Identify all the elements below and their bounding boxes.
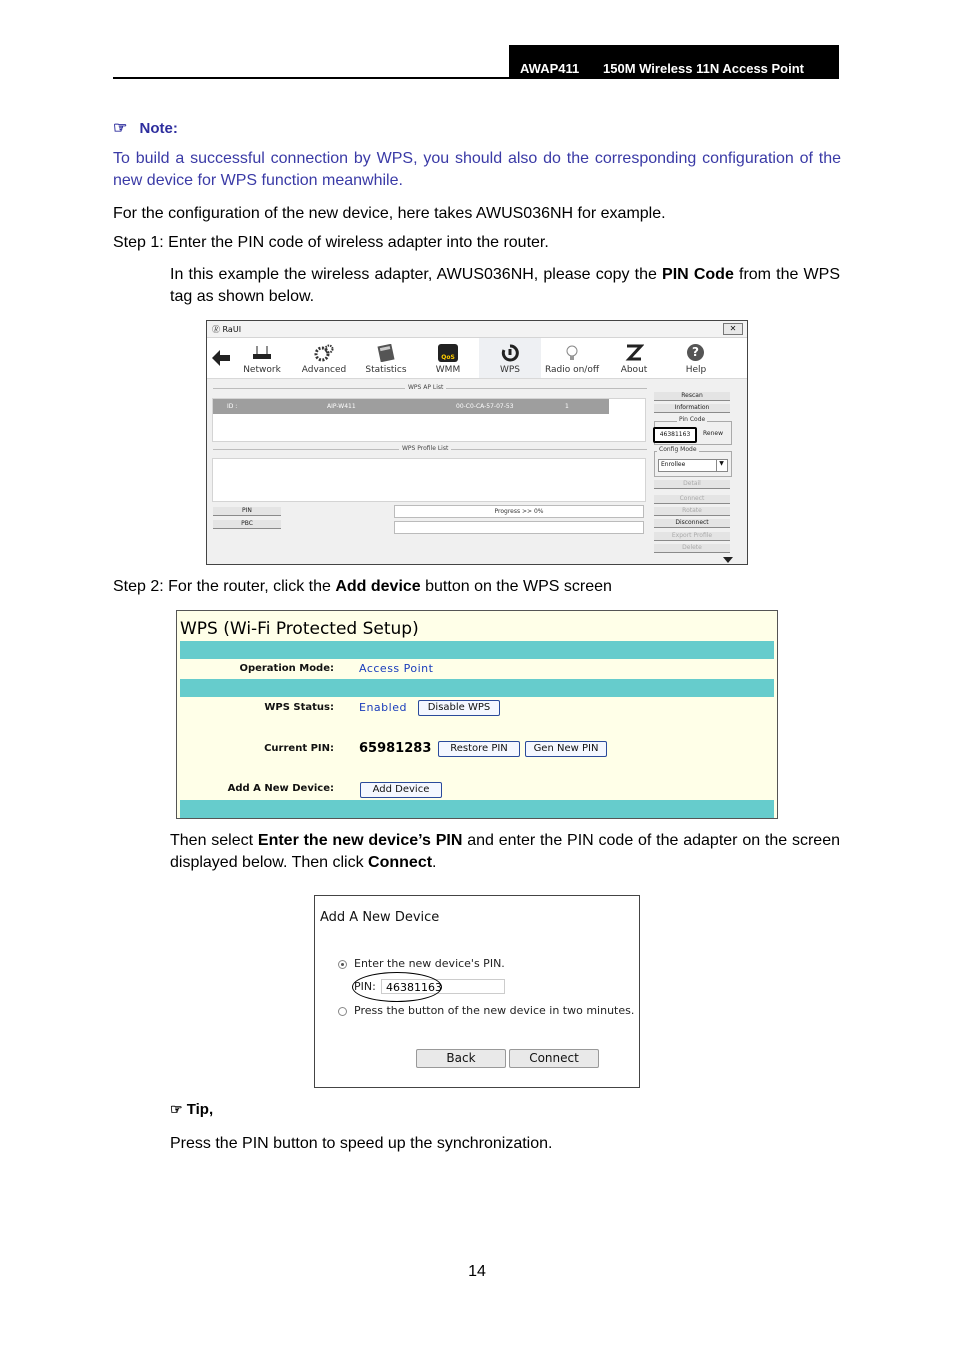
config-mode-label: Config Mode [659, 446, 697, 453]
ap-row-id: ID : [227, 403, 238, 410]
pin-label: PIN: [354, 980, 376, 993]
information-button[interactable]: Information [654, 404, 730, 413]
calculator-icon [376, 344, 396, 362]
teal-band [180, 679, 774, 697]
toolbar-about-label: About [620, 365, 648, 375]
z-logo-icon [624, 344, 644, 362]
highlight-circle [352, 972, 442, 1002]
step1-detail-bold: PIN Code [662, 266, 734, 283]
export-profile-button[interactable]: Export Profile [654, 532, 730, 541]
ap-row[interactable] [213, 399, 609, 414]
raui-title: 🄬 RaUI [212, 325, 242, 334]
page-number: 14 [468, 1263, 486, 1280]
header-product: 150M Wireless 11N Access Point [603, 61, 805, 76]
disconnect-button[interactable]: Disconnect [654, 519, 730, 528]
step2-bold: Add device [335, 578, 421, 595]
tip-text: Press the PIN button to speed up the synchronization. [170, 1135, 553, 1152]
current-pin-label: Current PIN: [264, 743, 334, 754]
toolbar-advanced-label: Advanced [301, 365, 347, 375]
radio-enter-pin[interactable] [338, 960, 347, 969]
raui-body [207, 379, 747, 564]
toolbar-wps-label: WPS [499, 365, 521, 375]
wps-status-label: WPS Status: [264, 702, 334, 713]
connect-button-raui[interactable]: Connect [654, 495, 730, 504]
intro-text: For the configuration of the new device, here takes AWUS036NH for example. [113, 205, 666, 222]
scroll-down-icon[interactable] [723, 557, 733, 563]
wps-status-value: Enabled [359, 701, 407, 714]
toolbar-wmm[interactable] [417, 338, 479, 378]
connect-button[interactable]: Connect [509, 1049, 599, 1068]
wps-icon [500, 344, 520, 362]
press-button-option: Press the button of the new device in two minutes. [354, 1004, 635, 1017]
wmm-badge: QoS [441, 354, 455, 361]
step2-pre: Step 2: For the router, click the [113, 578, 336, 595]
pin-button[interactable]: PIN [213, 507, 281, 516]
toolbar-network-label: Network [243, 365, 281, 375]
header-rule [113, 77, 839, 79]
ap-list-label: WPS AP List [405, 384, 446, 391]
pin-code-label: Pin Code [679, 416, 706, 423]
raui-toolbar [207, 338, 747, 379]
raui-title-text: RaUI [222, 325, 242, 334]
add-device-title: Add A New Device [320, 910, 440, 925]
pointing-hand-icon: ☞ [113, 120, 128, 137]
toolbar-advanced[interactable] [293, 338, 355, 378]
detail-button[interactable]: Detail [654, 480, 730, 489]
then-text [170, 830, 840, 874]
delete-button[interactable]: Delete [654, 544, 730, 553]
rotate-button[interactable]: Rotate [654, 507, 730, 516]
raui-titlebar [207, 321, 747, 338]
pbc-button[interactable]: PBC [213, 520, 281, 529]
close-icon[interactable]: ✕ [723, 323, 743, 335]
toolbar-wmm-label: WMM [435, 365, 461, 375]
toolbar-about[interactable] [603, 338, 665, 378]
then-end: . [432, 854, 437, 871]
ap-row-ssid: AIP-W411 [327, 403, 356, 410]
tip-title: Tip, [186, 1101, 214, 1118]
restore-pin-button[interactable]: Restore PIN [438, 741, 520, 757]
pin-input[interactable]: 46381163 [381, 979, 505, 994]
note-heading [113, 118, 178, 138]
chevron-down-icon: ▼ [716, 460, 726, 471]
pin-code-value: 46381163 [653, 427, 697, 443]
pointing-hand-icon: ☞ [170, 1101, 183, 1117]
toolbar-statistics[interactable] [355, 338, 417, 378]
teal-band [180, 800, 774, 818]
progress-bar-2 [394, 521, 644, 534]
step1-detail [170, 264, 840, 308]
add-new-device-label: Add A New Device: [227, 783, 334, 794]
step1-detail-pre: In this example the wireless adapter, AWUS036NH, please copy the [170, 266, 663, 283]
back-arrow-icon[interactable] [209, 338, 233, 378]
add-device-button[interactable]: Add Device [360, 782, 442, 798]
operation-mode-label: Operation Mode: [239, 663, 334, 674]
header-bar [509, 45, 839, 79]
ap-list[interactable] [212, 398, 646, 442]
toolbar-network[interactable] [231, 338, 293, 378]
teal-band [180, 641, 774, 659]
step2-text [113, 576, 612, 598]
lightbulb-icon [562, 344, 582, 362]
ap-row-count: 1 [565, 403, 569, 410]
disable-wps-button[interactable]: Disable WPS [418, 700, 500, 716]
then-mid: and enter the PIN code of the adapter on the screen displayed below. Then click [170, 832, 841, 871]
renew-button[interactable]: Renew [703, 430, 723, 437]
ap-row-mac: 00-C0-CA-57-07-53 [456, 403, 514, 410]
raui-window [206, 320, 748, 565]
header-model: AWAP411 [520, 61, 580, 76]
wps-title: WPS (Wi-Fi Protected Setup) [180, 619, 419, 639]
rescan-button[interactable]: Rescan [654, 392, 730, 401]
toolbar-radio-label: Radio on/off [544, 365, 600, 375]
gen-new-pin-button[interactable]: Gen New PIN [525, 741, 607, 757]
enter-pin-option: Enter the new device's PIN. [354, 957, 505, 970]
tip-heading [170, 1101, 213, 1118]
step1-text: Step 1: Enter the PIN code of wireless adapter into the router. [113, 234, 549, 251]
profile-list-label: WPS Profile List [399, 445, 451, 452]
toolbar-statistics-label: Statistics [365, 365, 407, 375]
toolbar-radio[interactable] [541, 338, 603, 378]
profile-list[interactable] [212, 458, 646, 502]
step1-detail-post: from the WPS tag as shown below. [170, 266, 840, 305]
toolbar-wps[interactable] [479, 338, 541, 378]
gears-icon [314, 344, 334, 362]
router-icon [252, 344, 272, 362]
config-mode-value: Enrollee [661, 461, 686, 468]
toolbar-help-label: Help [685, 365, 707, 375]
qos-icon [438, 344, 458, 362]
current-pin-value: 65981283 [359, 741, 432, 756]
help-icon: ? [687, 344, 704, 361]
config-mode-select[interactable] [658, 459, 728, 472]
wps-panel [176, 610, 778, 819]
step2-post: button on the WPS screen [420, 578, 612, 595]
add-device-dialog [314, 895, 640, 1088]
then-pre: Then select [170, 832, 258, 849]
progress-bar: Progress >> 0% [394, 505, 644, 518]
toolbar-help[interactable] [665, 338, 727, 378]
then-bold1: Enter the new device’s PIN [257, 832, 463, 849]
then-bold2: Connect [368, 854, 433, 871]
operation-mode-value: Access Point [359, 662, 434, 675]
note-title: Note: [139, 120, 178, 137]
note-text: To build a successful connection by WPS, you should also do the corresponding configuration of the new device for WPS function meanwhile. [113, 150, 841, 189]
back-button[interactable]: Back [416, 1049, 506, 1068]
radio-press-button[interactable] [338, 1007, 347, 1016]
